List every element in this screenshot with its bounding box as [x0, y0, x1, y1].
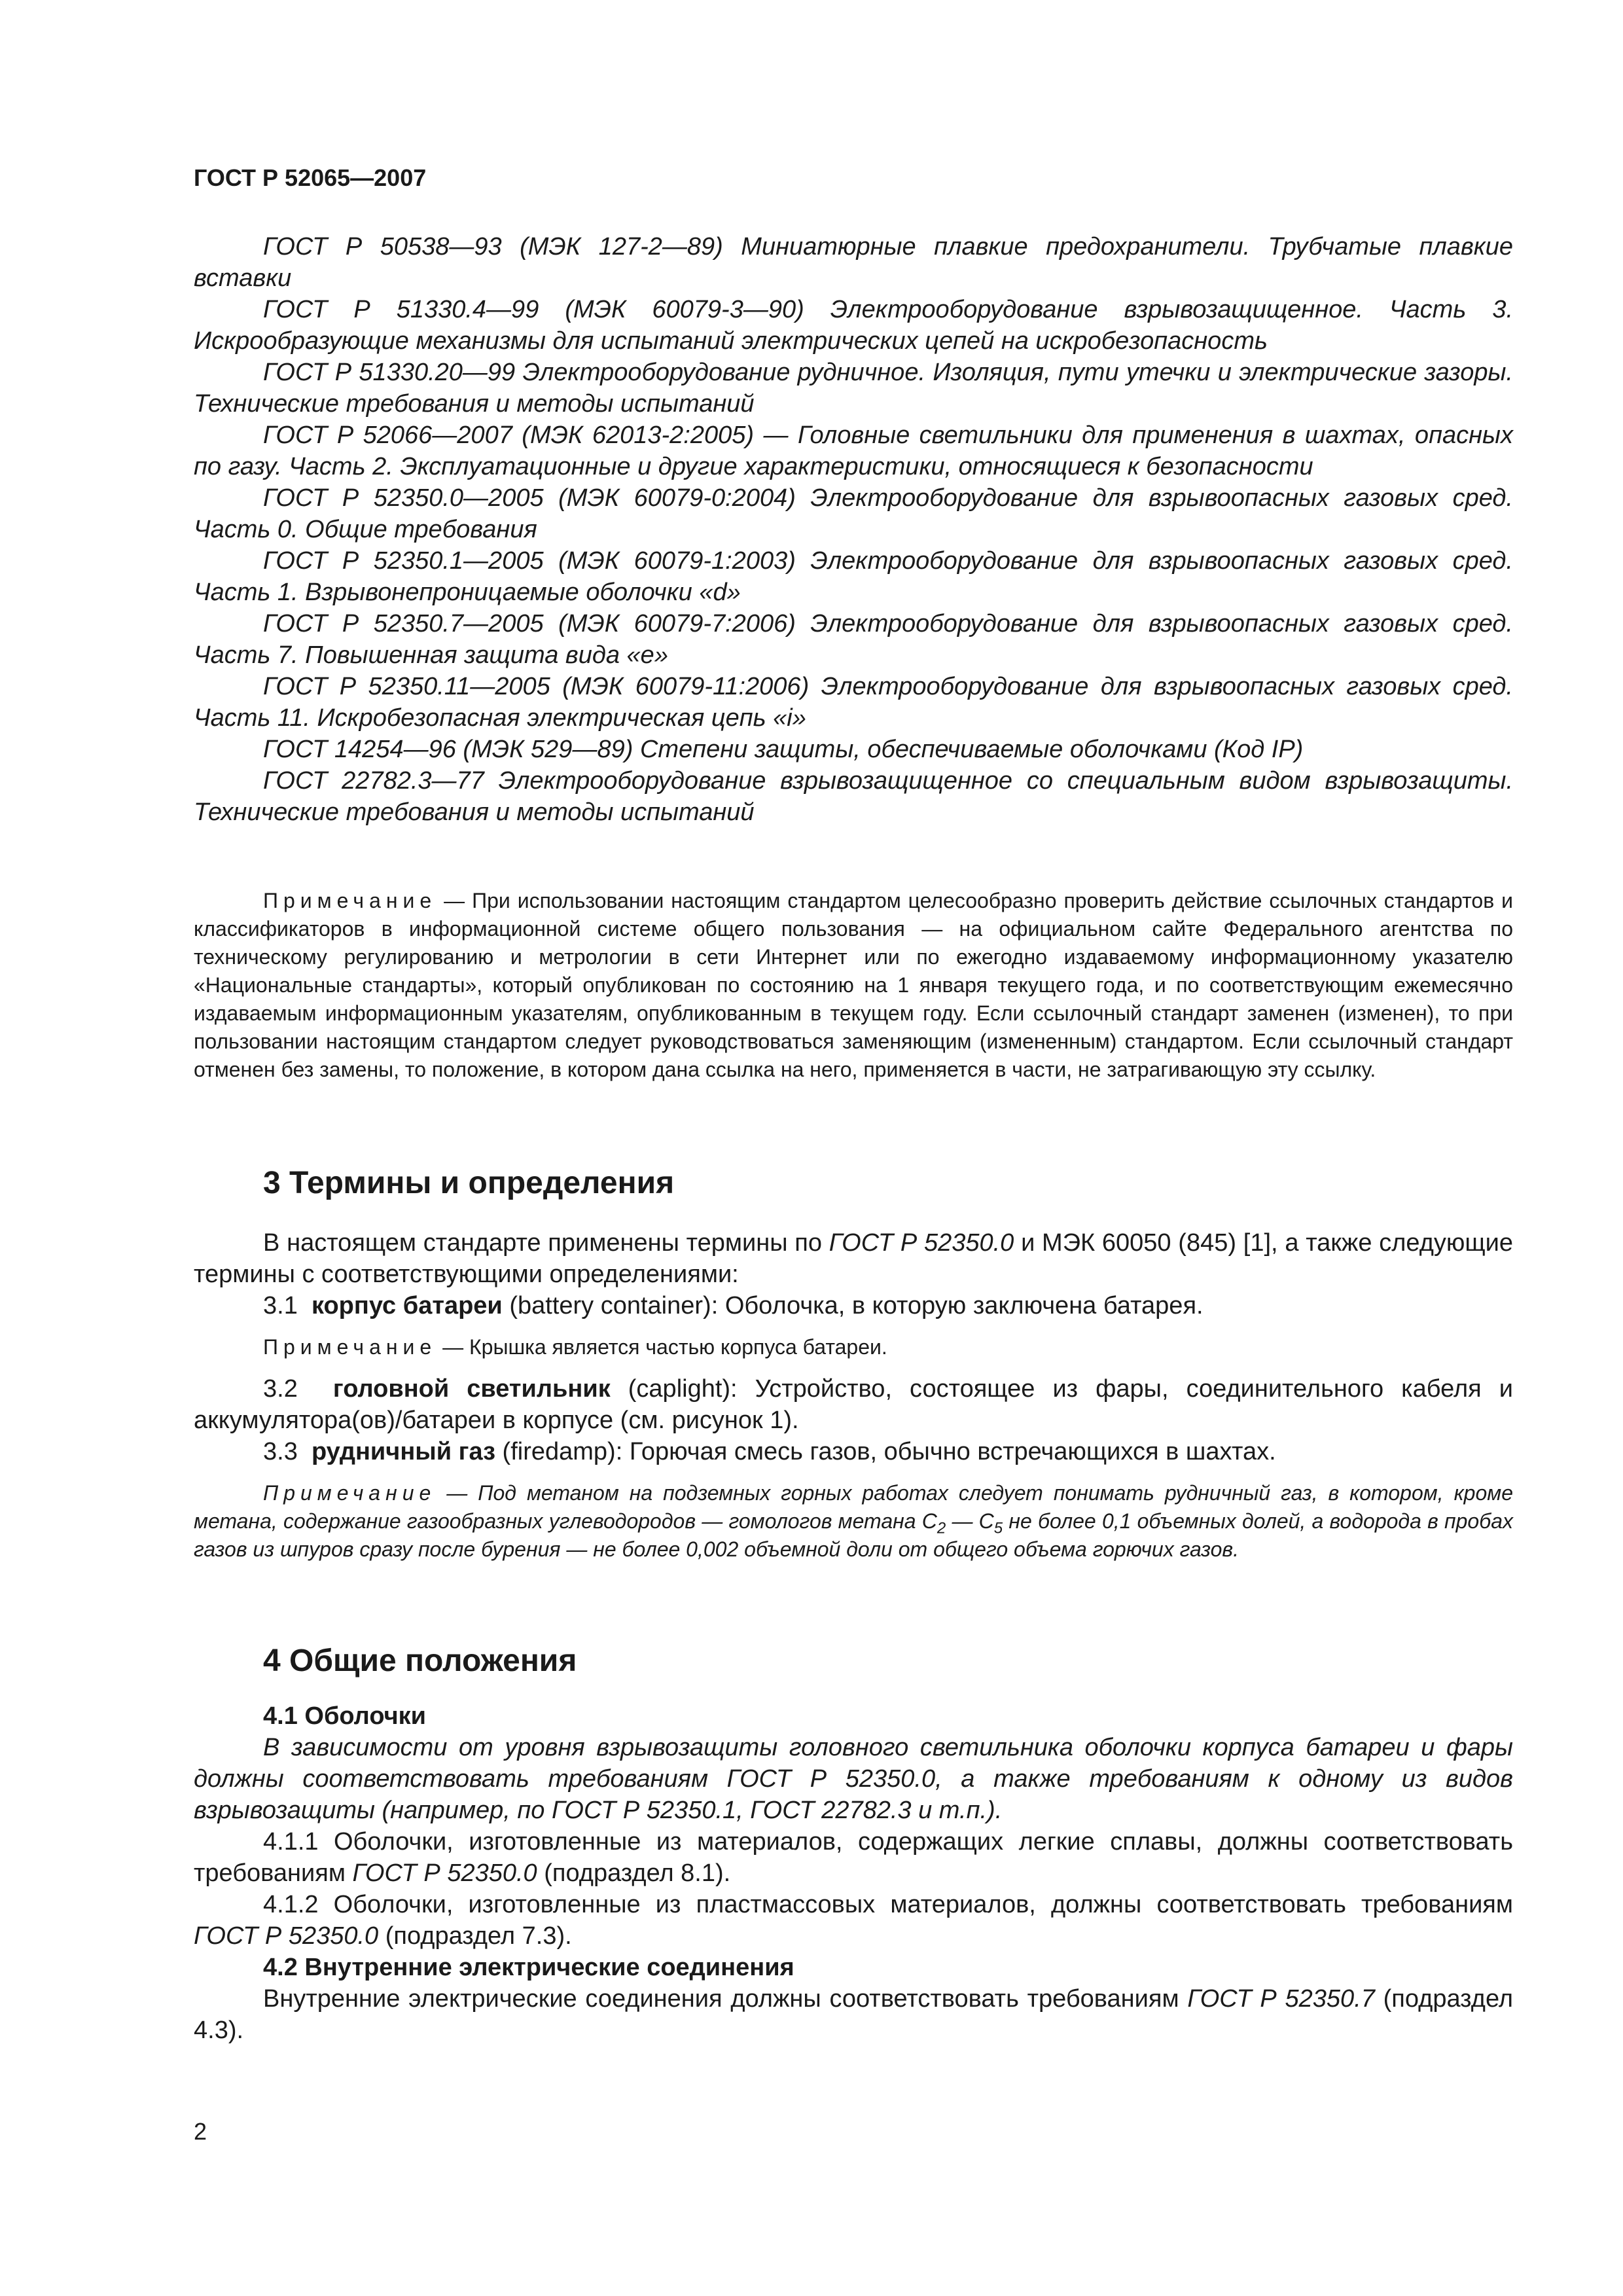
term-3-3: 3.3 рудничный газ (firedamp): Горючая смесь газов, обычно встречающихся в шахтах.	[263, 1438, 1276, 1465]
note-label: Примечание	[263, 889, 437, 912]
reference-item: ГОСТ 22782.3—77 Электрооборудование взрывозащищенное со специальным видом взрывозащиты. Технические требования и методы испытаний	[194, 767, 1514, 826]
reference-item: ГОСТ Р 52066—2007 (МЭК 62013-2:2005) — Головные светильники для применения в шахтах, опасных по газу. Часть 2. Эксплуатационные и другие характеристики, относящиеся к безопасности	[194, 422, 1513, 480]
term-3-1: 3.1 корпус батареи (battery container): Оболочка, в которую заключена батарея.	[263, 1292, 1204, 1319]
clause-4-1-2: 4.1.2 Оболочки, изготовленные из пластмассовых материалов, должны соответствовать требованиям ГОСТ Р 52350.0 (подраздел 7.3).	[194, 1891, 1513, 1950]
reference-item: ГОСТ Р 50538—93 (МЭК 127-2—89) Миниатюрные плавкие предохранители. Трубчатые плавкие вставки	[194, 233, 1513, 292]
page-number: 2	[194, 2118, 207, 2145]
term-3-1-note: Примечание — Крышка является частью корпуса батареи.	[263, 1335, 887, 1359]
reference-item: ГОСТ 14254—96 (МЭК 529—89) Степени защиты, обеспечиваемые оболочками (Код IP)	[263, 736, 1304, 763]
section-4-body	[194, 1700, 1513, 2046]
section-3-heading: 3 Термины и определения	[263, 1166, 675, 1200]
subsection-4-2-heading: 4.2 Внутренние электрические соединения	[263, 1954, 794, 1981]
reference-item: ГОСТ Р 52350.0—2005 (МЭК 60079-0:2004) Электрооборудование для взрывоопасных газовых сред. Часть 0. Общие требования	[194, 484, 1513, 543]
section-3-intro: В настоящем стандарте применены термины по ГОСТ Р 52350.0 и МЭК 60050 (845) [1], а также следующие термины с соответствующими определениями:	[194, 1229, 1513, 1288]
section-4-heading: 4 Общие положения	[263, 1643, 577, 1678]
reference-item: ГОСТ Р 52350.1—2005 (МЭК 60079-1:2003) Электрооборудование для взрывоопасных газовых сред. Часть 1. Взрывонепроницаемые оболочки «d»	[194, 547, 1513, 606]
normative-references-list	[194, 231, 1513, 828]
references-note: Примечание — При использовании настоящим стандартом целесообразно проверить действие ссылочных стандартов и классификаторов в информационной системе общего пользования — на официальном сайте Федерального агентства по техническому регулированию и метрологии в сети Интернет или по ежегодно издаваемому информационному указателю «Национальные стандарты», который опубликован по состоянию на 1 января текущего года, и по соответствующим ежемесячно издаваемым информационным указателям, опубликованным в текущем году. Если ссылочный стандарт заменен (изменен), то при пользовании настоящим стандартом следует руководствоваться заменяющим (измененным) стандартом. Если ссылочный стандарт отменен без замены, то положение, в котором дана ссылка на него, применяется в части, не затрагивающую эту ссылку.	[194, 889, 1514, 1081]
subsection-4-2-text: Внутренние электрические соединения должны соответствовать требованиям ГОСТ Р 52350.7 (подраздел 4.3).	[194, 1985, 1513, 2044]
reference-item: ГОСТ Р 51330.20—99 Электрооборудование рудничное. Изоляция, пути утечки и электрические зазоры. Технические требования и методы испытаний	[194, 359, 1513, 418]
reference-item: ГОСТ Р 52350.7—2005 (МЭК 60079-7:2006) Электрооборудование для взрывоопасных газовых сред. Часть 7. Повышенная защита вида «е»	[194, 610, 1513, 669]
section-3-body	[194, 1227, 1513, 1564]
reference-item: ГОСТ Р 51330.4—99 (МЭК 60079-3—90) Электрооборудование взрывозащищенное. Часть 3. Искрообразующие механизмы для испытаний электрических цепей на искробезопасность	[194, 296, 1513, 355]
term-3-2: 3.2 головной светильник (caplight): Устройство, состоящее из фары, соединительного кабеля и аккумулятора(ов)/батареи в корпусе (см. рисунок 1).	[194, 1375, 1514, 1434]
subsection-4-1-heading: 4.1 Оболочки	[263, 1702, 427, 1730]
document-header: ГОСТ Р 52065—2007	[194, 164, 427, 191]
term-3-3-note: Примечание — Под метаном на подземных горных работах следует понимать рудничный газ, в котором, кроме метана, содержание газообразных углеводородов — гомологов метана $C_2$ — $C_5$ не более 0,1 объемных долей, а водорода в пробах газов из шпуров сразу после бурения — не более 0,002 объемной доли от общего объема горючих газов.	[194, 1481, 1514, 1561]
clause-4-1-1: 4.1.1 Оболочки, изготовленные из материалов, содержащих легкие сплавы, должны соответствовать требованиям ГОСТ Р 52350.0 (подраздел 8.1).	[194, 1828, 1513, 1887]
reference-item: ГОСТ Р 52350.11—2005 (МЭК 60079-11:2006) Электрооборудование для взрывоопасных газовых сред. Часть 11. Искробезопасная электрическая цепь «i»	[194, 673, 1513, 732]
subsection-4-1-text: В зависимости от уровня взрывозащиты головного светильника оболочки корпуса батареи и фары должны соответствовать требованиям ГОСТ Р 52350.0, а также требованиям к одному из видов взрывозащиты (например, по ГОСТ Р 52350.1, ГОСТ 22782.3 и т.п.).	[194, 1734, 1513, 1824]
